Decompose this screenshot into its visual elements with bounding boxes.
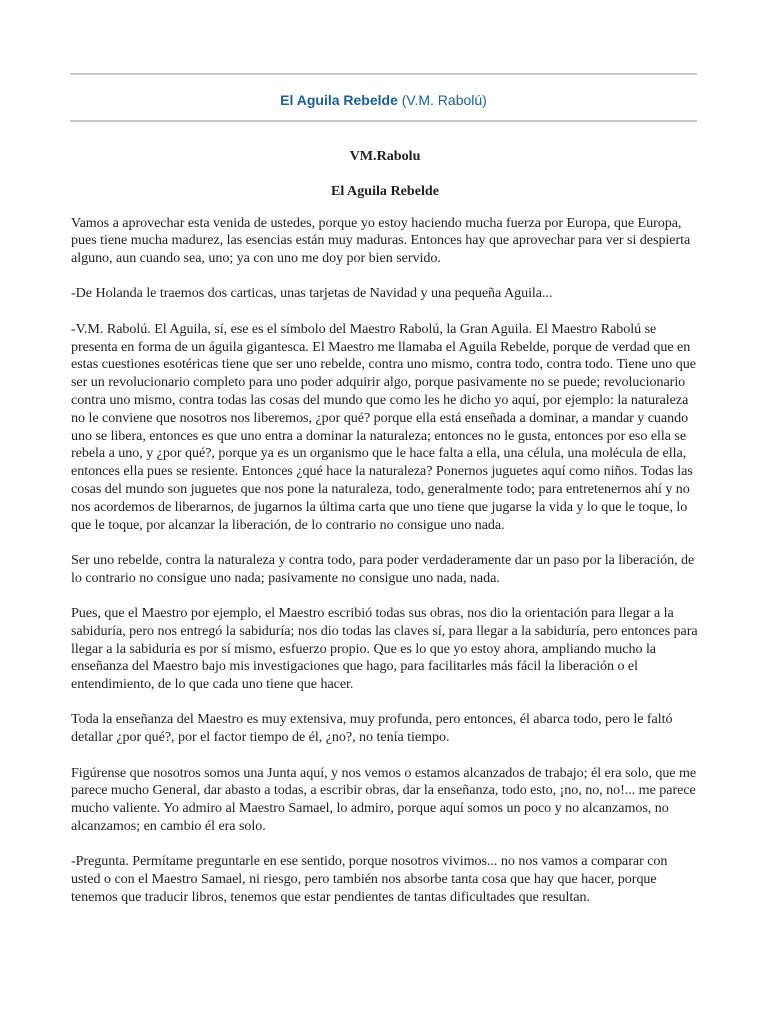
paragraph-5: Pues, que el Maestro por ejemplo, el Maestro escribió todas sus obras, nos dio la orientación para llegar a la sabiduría, pero nos entregó la sabiduría; nos dio todas las claves sí, para llegar a la sabiduría, pero entonces para llegar a la sabiduría es por sí mismo, esfuerzo propio. Que es lo que yo estoy ahora, ampliando mucho la enseñanza del Maestro bajo mis investigaciones que hago, para facilitarles más fácil la liberación o el entendimiento, de lo que cada uno tiene que hacer. — [71, 604, 698, 693]
header-author: (V.M. Rabolú) — [401, 92, 487, 108]
paragraph-6: Toda la enseñanza del Maestro es muy extensiva, muy profunda, pero entonces, él abarca todo, pero le faltó detallar ¿por qué?, por el factor tiempo de él, ¿no?, no tenía tiempo. — [71, 711, 673, 746]
header-divider — [70, 120, 697, 122]
top-divider — [70, 73, 697, 75]
paragraph-8: -Pregunta. Permítame preguntarle en ese sentido, porque nosotros vivimos... no nos vamos a comparar con usted o con el Maestro Samael, ni riesgo, pero también nos absorbe tanta cosa que hay que hacer, porque tenemos que traducir libros, tenemos que estar pendientes de tantas dificultades que resultan. — [71, 853, 668, 905]
header-title: El Aguila Rebelde — [280, 92, 398, 108]
document-header — [70, 91, 697, 109]
document-body — [71, 148, 699, 924]
paragraph-2: -De Holanda le traemos dos carticas, unas tarjetas de Navidad y una pequeña Aguila... — [71, 285, 553, 302]
paragraph-4: Ser uno rebelde, contra la naturaleza y contra todo, para poder verdaderamente dar un paso por la liberación, de lo contrario no consigue uno nada; pasivamente no consigue uno nada, nada. — [71, 551, 695, 586]
author-heading: VM.Rabolu — [349, 148, 421, 164]
paragraph-1: Vamos a aprovechar esta venida de ustedes, porque yo estoy haciendo mucha fuerza por Europa, que Europa, pues tiene mucha madurez, las esencias están muy maduras. Entonces hay que aprovechar para ver si despierta alguno, aun cuando sea, uno; ya con uno me doy por bien servido. — [71, 214, 691, 267]
title-heading: El Aguila Rebelde — [330, 182, 440, 199]
paragraph-3: -V.M. Rabolú. El Aguila, sí, ese es el símbolo del Maestro Rabolú, la Gran Aguila. El Maestro Rabolú se presenta en forma de un águila gigantesca. El Maestro me llamaba el Aguila Rebelde, porque de verdad que en estas cuestiones esotéricas tiene que ser uno rebelde, contra uno mismo, contra todo, contra todo. Tiene uno que ser un revolucionario completo para uno poder adquirir algo, porque pasivamente no se puede; revolucionario contra uno mismo, contra todas las cosas del mundo que como les he dicho yo aquí, por ejemplo: la naturaleza no le conviene que nosotros nos liberemos, ¿por qué? porque ella está enseñada a dominar, a mandar y cuando uno se libera, entonces es que uno entra a dominar la naturaleza; entonces no le gusta, entonces por eso ella se rebela a uno, y ¿por qué?, porque ya es un organismo que le hace falta a ella, una célula, una molécula de ella, entonces ella pues se resiente. Entonces ¿qué hace la naturaleza? Ponernos juguetes aquí como niños. Todas las cosas del mundo son juguetes que nos pone la naturaleza, todo, generalmente todo; para entretenernos ahí y no nos acordemos de liberarnos, de jugarnos la última carta que uno tiene que jugarse la vida y lo que le toque, lo que le toque, por alcanzar la liberación, de lo contrario no consigue uno nada. — [71, 320, 696, 533]
paragraph-7: Figúrense que nosotros somos una Junta aquí, y nos vemos o estamos alcanzados de trabajo; él era solo, que me parece mucho General, dar abasto a todas, a escribir obras, dar la enseñanza, todo esto, ¡no, no, no!... me parece mucho valiente. Yo admiro al Maestro Samael, lo admiro, porque aquí somos un poco y no alcanzamos, no alcanzamos; en cambio él era solo. — [71, 764, 697, 834]
